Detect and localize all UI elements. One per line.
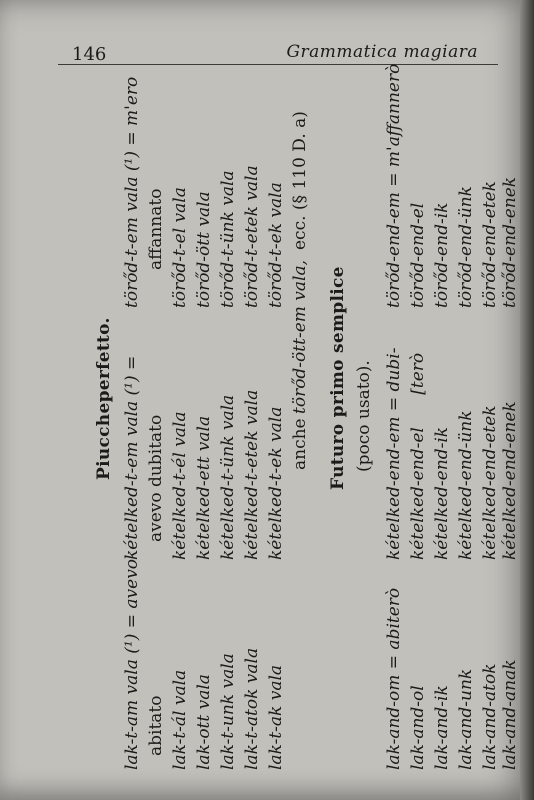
cell: lak-and-atok (480, 663, 500, 770)
cell: lak-and-unk (456, 668, 476, 770)
cell: törőd-t-etek vala (242, 165, 262, 308)
cell: kételked-end-el [terò (408, 352, 428, 560)
note-reference: ecc. (§ 110 D. a) (290, 111, 310, 250)
cell: törőd-end-ünk (456, 186, 476, 308)
cell: kételked-t-etek vala (242, 389, 262, 560)
cell: kételked-end-em = dubi- (384, 347, 404, 560)
cell: avevo dubitato (146, 414, 166, 542)
cell: kételked-t-em vala (¹) = (122, 355, 142, 560)
cell: törőd-end-el (408, 202, 428, 308)
cell: kételked-end-ik (432, 426, 452, 560)
cell: kételked-t-él vala (170, 411, 190, 560)
cell: kételked-t-ek vala (266, 406, 286, 560)
cell: törőd-t-el vala (170, 187, 190, 308)
cell: törőd-end-etek (480, 181, 500, 308)
cell: lak-ott vala (194, 674, 214, 770)
cell: lak-t-atok vala (242, 647, 262, 770)
cell: kételked-end-ünk (456, 410, 476, 560)
cell: lak-and-ol (408, 685, 428, 770)
cell: lak-t-ál vala (170, 669, 190, 770)
cell: affannato (146, 188, 166, 270)
note-anche: anche (290, 418, 310, 470)
cell: törőd-t-em vala (¹) = m'ero (122, 76, 142, 308)
cell: törőd-end-enek (500, 176, 520, 308)
rotated-conjugation-table (88, 63, 520, 770)
future-heading: Futuro primo semplice (328, 266, 348, 490)
cell: kételked-t-ünk vala (218, 394, 238, 560)
cell: lak-t-am vala (¹) = avevo (122, 558, 142, 770)
page-binding-shadow (520, 0, 534, 800)
cell: törőd-ött vala (194, 191, 214, 308)
cell: törőd-end-ik (432, 202, 452, 308)
note-form: törőd-ött-em vala, (290, 260, 310, 414)
cell: kételked-end-enek (500, 401, 520, 560)
cell: kételked-end-etek (480, 405, 500, 560)
cell: lak-t-ak vala (266, 664, 286, 770)
page-number: 146 (72, 44, 107, 65)
cell: törőd-t-ek vala (266, 182, 286, 308)
cell: lak-and-ik (432, 685, 452, 770)
running-title: Grammatica magiara (286, 42, 478, 62)
cell: törőd-end-em = m'affannerò (384, 63, 404, 308)
cell: törőd-t-ünk vala (218, 170, 238, 308)
running-header (58, 38, 498, 65)
cell: kételked-ett vala (194, 415, 214, 560)
future-subheading: (poco usato). (354, 360, 374, 472)
pluperfect-heading: Piuccheperfetto. (94, 317, 114, 480)
cell: lak-and-om = abiterò (384, 587, 404, 770)
cell: abitato (146, 695, 166, 756)
cell: lak-t-unk vala (218, 653, 238, 770)
cell: lak-and-anak (500, 659, 520, 770)
